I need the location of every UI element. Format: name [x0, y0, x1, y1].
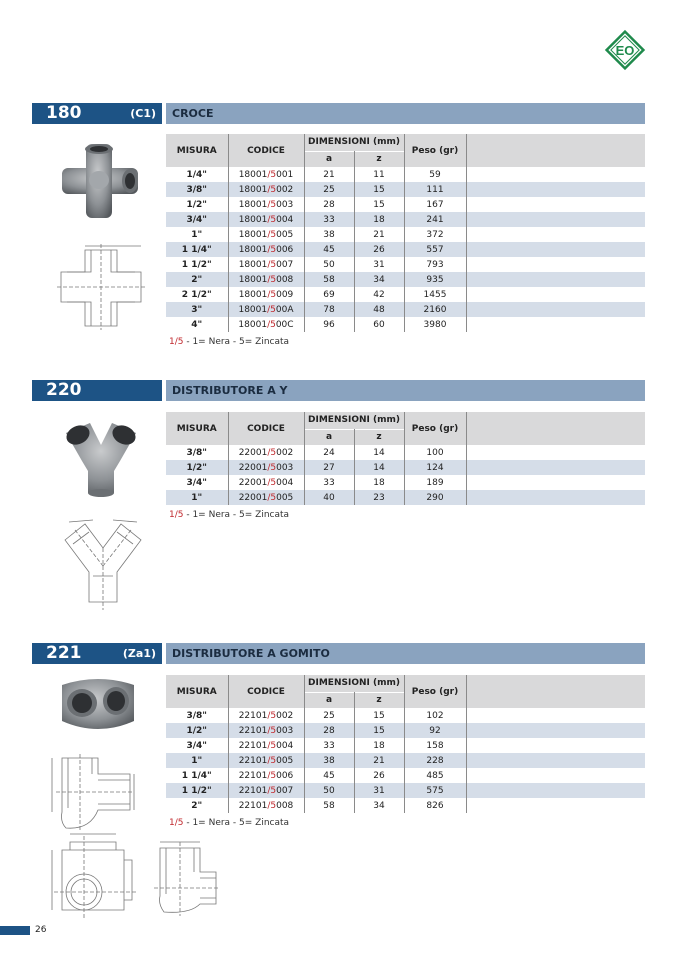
table-row: 3/8" 22101/5002 25 15 102 [166, 708, 645, 723]
elbow-fitting-photo [58, 675, 138, 737]
col-peso: Peso (gr) [404, 412, 466, 445]
col-a: a [304, 429, 354, 445]
table-row: 1/4" 18001/5001 21 11 59 [166, 167, 645, 182]
table-row: 2" 18001/5008 58 34 935 [166, 272, 645, 287]
product-code: 220 [46, 380, 82, 400]
col-z: z [354, 692, 404, 708]
table-220 [166, 412, 645, 505]
col-misura: MISURA [166, 134, 228, 167]
table-row: 2 1/2" 18001/5009 69 42 1455 [166, 287, 645, 302]
col-a: a [304, 692, 354, 708]
logo-text: EO [615, 43, 635, 58]
finish-note: 1/5 - 1= Nera - 5= Zincata [169, 337, 290, 347]
elbow-front-drawing [44, 830, 140, 922]
product-code-box [32, 643, 162, 664]
col-codice: CODICE [228, 675, 304, 708]
col-filler [466, 412, 645, 445]
table-row: 1" 22101/5005 38 21 228 [166, 753, 645, 768]
product-code: 180 [46, 103, 82, 123]
table-row: 1" 18001/5005 38 21 372 [166, 227, 645, 242]
table-row: 3/8" 18001/5002 25 15 111 [166, 182, 645, 197]
col-dimensioni: DIMENSIONI (mm) [304, 412, 404, 429]
col-a: a [304, 151, 354, 167]
table-row: 3/4" 22101/5004 33 18 158 [166, 738, 645, 753]
col-dimensioni: DIMENSIONI (mm) [304, 134, 404, 151]
table-row: 1/2" 22001/5003 27 14 124 [166, 460, 645, 475]
table-row: 1 1/4" 22101/5006 45 26 485 [166, 768, 645, 783]
table-row: 1 1/2" 18001/5007 50 31 793 [166, 257, 645, 272]
table-180 [166, 134, 645, 332]
y-technical-drawing [55, 518, 151, 614]
product-title-box [166, 643, 645, 664]
col-codice: CODICE [228, 412, 304, 445]
page-number-bar [0, 926, 30, 935]
table-row: 2" 22101/5008 58 34 826 [166, 798, 645, 813]
elbow-side-drawing [46, 752, 138, 834]
table-row: 1/2" 18001/5003 28 15 167 [166, 197, 645, 212]
product-title: DISTRIBUTORE A Y [172, 384, 288, 397]
col-z: z [354, 429, 404, 445]
section-header-221 [32, 643, 645, 664]
col-filler [466, 134, 645, 167]
col-misura: MISURA [166, 675, 228, 708]
product-title-box [166, 380, 645, 401]
table-row: 1 1/2" 22101/5007 50 31 575 [166, 783, 645, 798]
table-row: 1 1/4" 18001/5006 45 26 557 [166, 242, 645, 257]
col-codice: CODICE [228, 134, 304, 167]
table-row: 4" 18001/500C 96 60 3980 [166, 317, 645, 332]
col-filler [466, 675, 645, 708]
table-221 [166, 675, 645, 813]
finish-note: 1/5 - 1= Nera - 5= Zincata [169, 818, 290, 828]
product-code-suffix: (Za1) [122, 647, 156, 660]
product-title: DISTRIBUTORE A GOMITO [172, 647, 330, 660]
table-row: 3/4" 22001/5004 33 18 189 [166, 475, 645, 490]
section-header-180 [32, 103, 645, 124]
elbow-top-drawing [150, 838, 224, 918]
table-row: 1/2" 22101/5003 28 15 92 [166, 723, 645, 738]
product-code: 221 [46, 643, 82, 663]
table-row: 3/4" 18001/5004 33 18 241 [166, 212, 645, 227]
cross-fitting-photo [58, 140, 142, 222]
y-fitting-photo [58, 415, 144, 499]
finish-note: 1/5 - 1= Nera - 5= Zincata [169, 510, 290, 520]
product-code-suffix: (C1) [130, 107, 156, 120]
cross-technical-drawing [55, 242, 147, 332]
table-row: 1" 22001/5005 40 23 290 [166, 490, 645, 505]
product-title-box [166, 103, 645, 124]
page-number: 26 [35, 925, 47, 935]
product-title: CROCE [172, 107, 214, 120]
col-z: z [354, 151, 404, 167]
section-header-220 [32, 380, 645, 401]
col-peso: Peso (gr) [404, 675, 466, 708]
brand-logo [603, 28, 647, 72]
col-peso: Peso (gr) [404, 134, 466, 167]
table-row: 3" 18001/500A 78 48 2160 [166, 302, 645, 317]
col-misura: MISURA [166, 412, 228, 445]
table-row: 3/8" 22001/5002 24 14 100 [166, 445, 645, 460]
product-code-box [32, 103, 162, 124]
product-code-box [32, 380, 162, 401]
col-dimensioni: DIMENSIONI (mm) [304, 675, 404, 692]
